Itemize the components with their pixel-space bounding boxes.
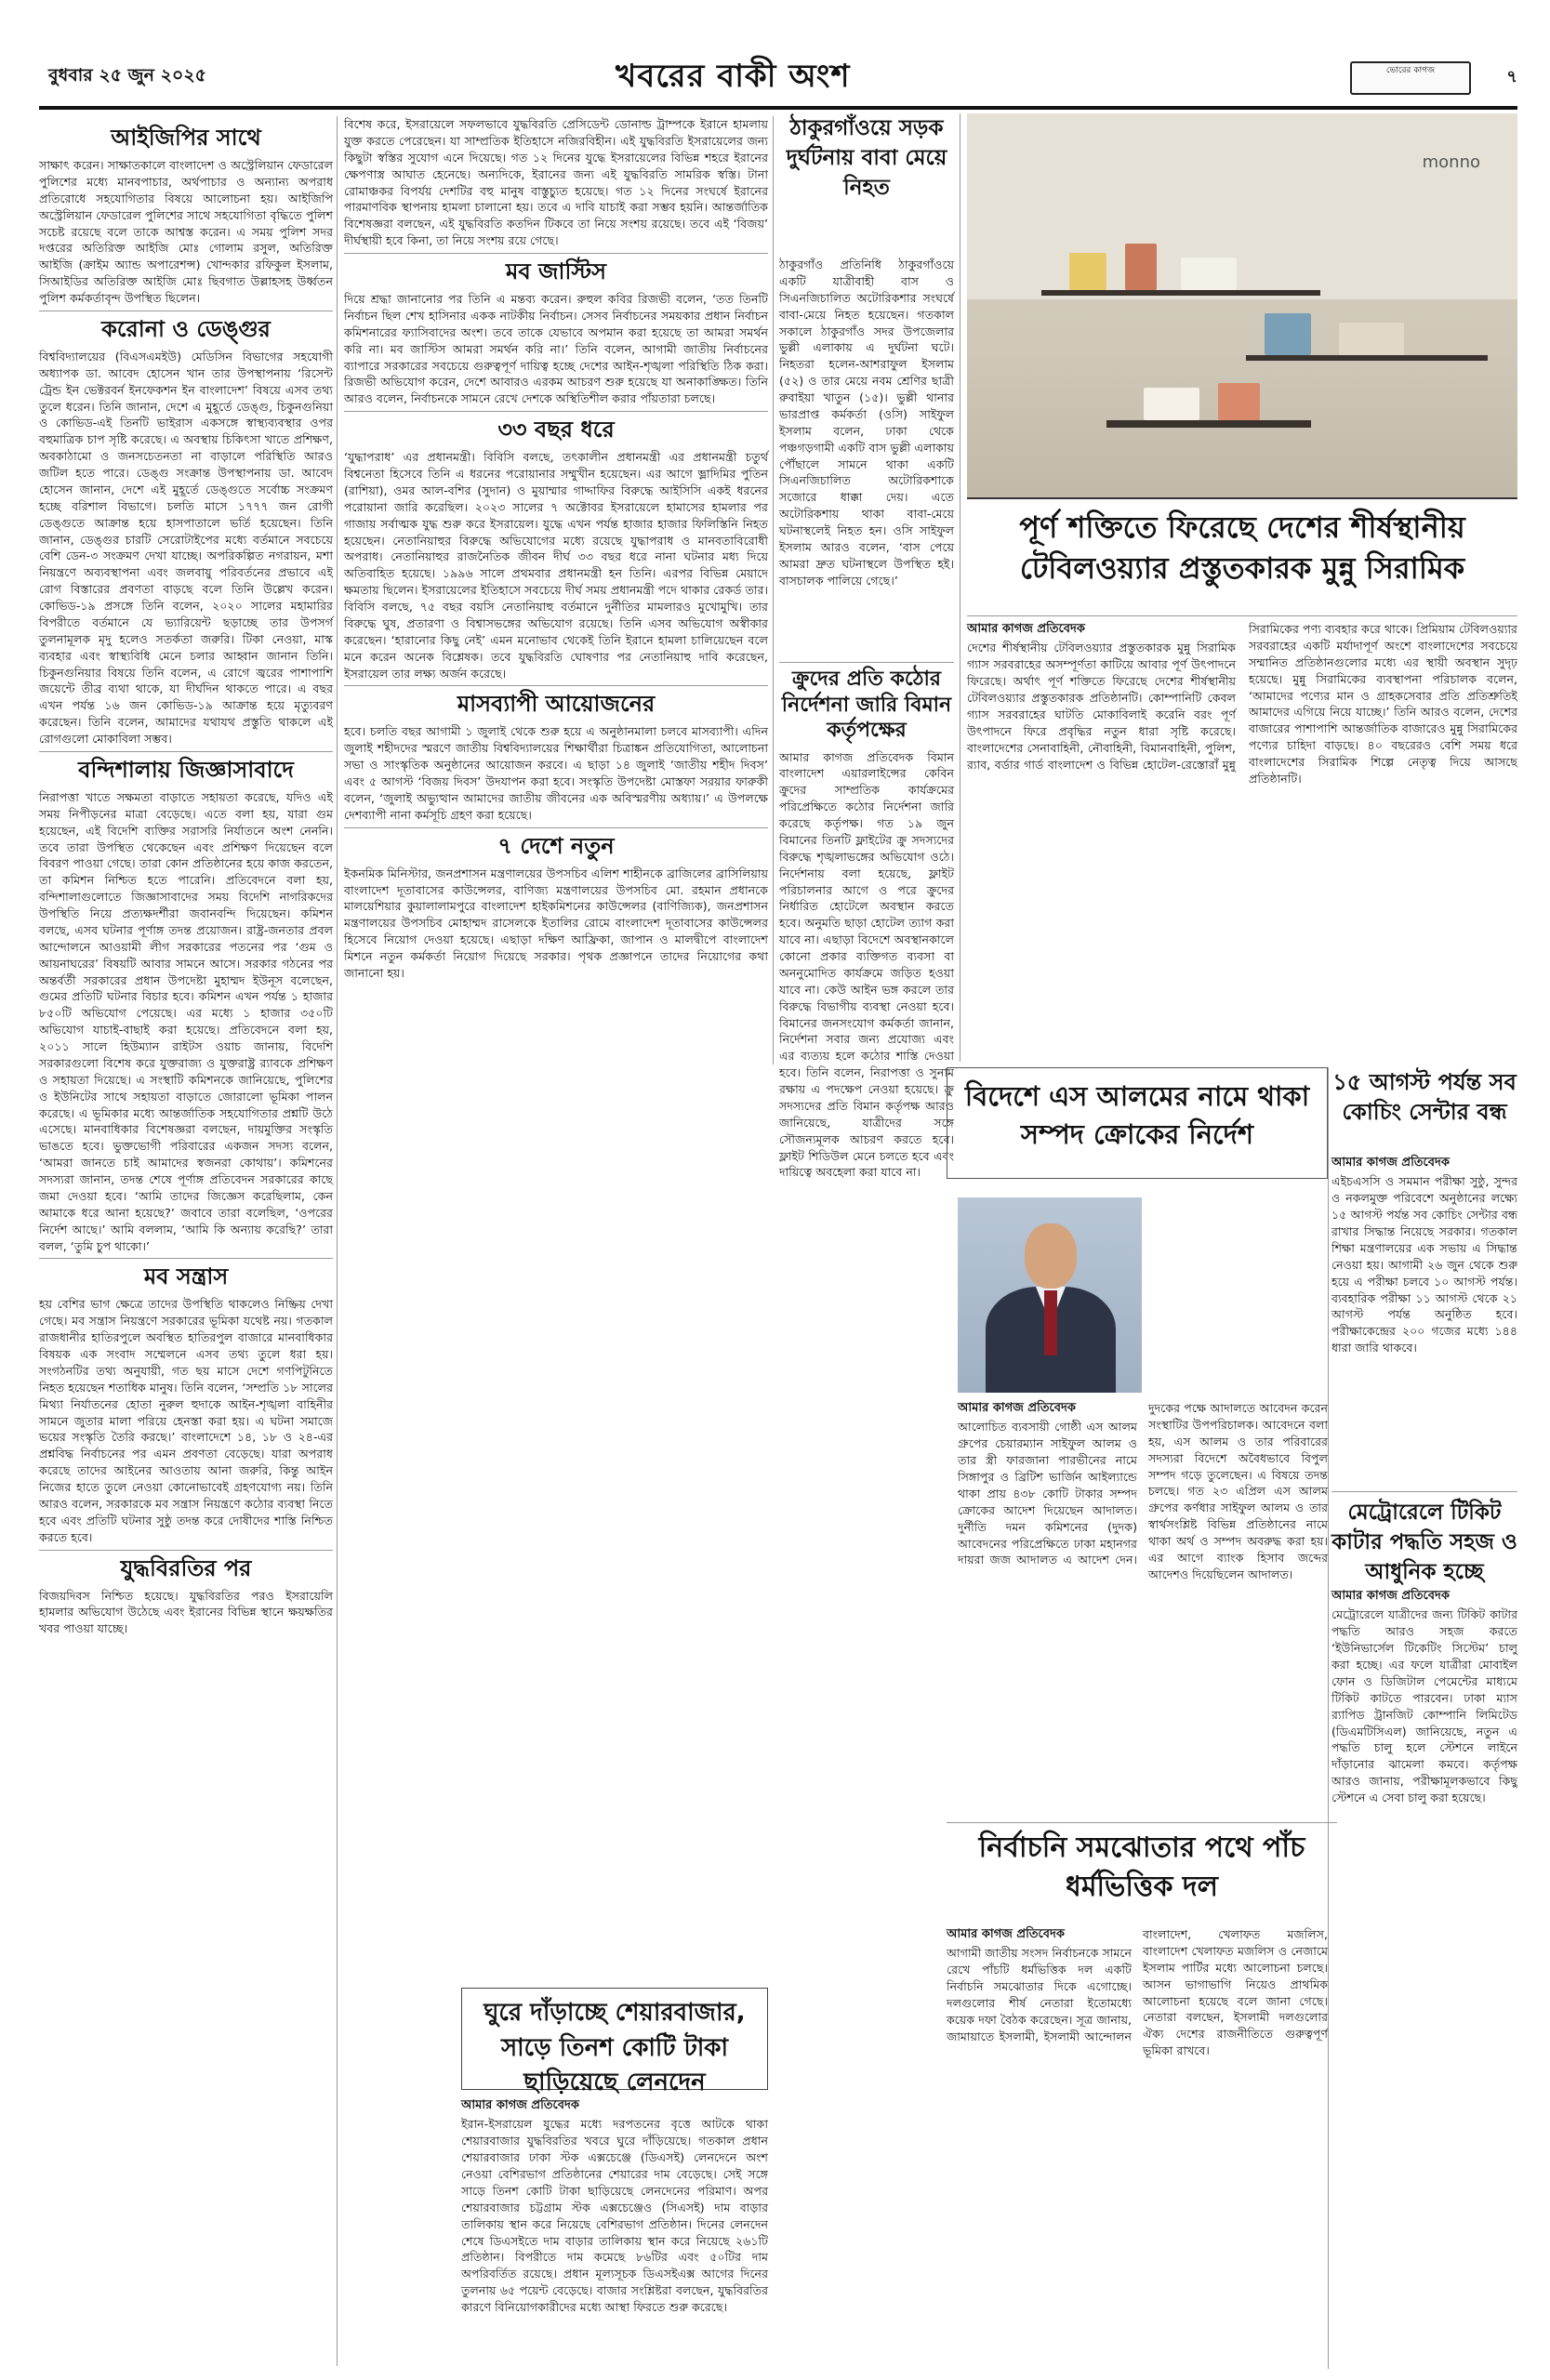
article-share-market-text: ইরান-ইসরায়েল যুদ্ধের মধ্যে দরপতনের বৃত্তে আটকে থাকা শেয়ারবাজার যুদ্ধবিরতির খবরে ঘুরে দাঁড়িয়েছে। গতকাল প্রধান শেয়ারবাজার ঢাকা স্টক এক্সচেঞ্জে (ডিএসই) লেনদেনে অংশ নেওয়া বেশিরভাগ প্রতিষ্ঠানের শেয়ারের দাম বেড়েছে। সেই সঙ্গে সাড়ে তিনশ কোটি টাকা ছাড়িয়েছে লেনদেনের পরিমাণ। অপর শেয়ারবাজার চট্টগ্রাম স্টক এক্সচেঞ্জেও (সিএসই) দাম বাড়ার তালিকায় স্থান করে নিয়েছে বেশিরভাগ প্রতিষ্ঠান। দিনের লেনদেন শেষে ডিএসইতে দাম বাড়ার তালিকায় স্থান করে নিয়েছে ২৬১টি প্রতিষ্ঠান। বিপরীতে দাম কমেছে ৮৬টির এবং ৫০টির দাম অপরিবর্তিত রয়েছে। প্রধান মূল্যসূচক ডিএসইএক্স আগের দিনের তুলনায় ৬৫ পয়েন্ট বেড়েছে। বাজার সংশ্লিষ্টরা বলছেন, যুদ্ধবিরতির কারণে বিনিয়োগকারীদের মধ্যে আস্থা ফিরতে শুরু করেছে। xyxy=(461,2117,768,2315)
headline-thakurgaon: ঠাকুরগাঁওয়ে সড়ক দুর্ঘটনায় বাবা মেয়ে নিহত xyxy=(786,116,947,201)
byline: আমার কাগজ প্রতিবেদক xyxy=(958,1401,1076,1415)
article-coaching xyxy=(1331,1155,1517,1488)
headline-munnu-ceramic: পূর্ণ শক্তিতে ফিরেছে দেশের শীর্ষস্থানীয় টেবিলওয়্যার প্রস্তুতকারক মুন্নু সিরামিক xyxy=(967,497,1517,616)
article-biman xyxy=(779,658,954,1180)
article-igp-title: আইজিপির সাথে xyxy=(111,125,261,151)
headline-s-alam: বিদেশে এস আলমের নামে থাকা সম্পদ ক্রোকের নির্দেশ xyxy=(947,1067,1328,1179)
article-mobjustice-title: মব জাস্টিস xyxy=(344,253,768,285)
photo-display-item xyxy=(1265,313,1311,355)
photo-table xyxy=(1106,420,1311,428)
photo-display-item xyxy=(1339,323,1404,355)
article-share-market xyxy=(461,2097,768,2367)
article-month-text: হবে। চলতি বছর আগামী ১ জুলাই থেকে শুরু হয়ে এ অনুষ্ঠানমালা চলবে মাসব্যাপী। এদিন জুলাই শহীদদের স্মরণে জাতীয় বিশ্ববিদ্যালয়ের শিক্ষার্থীরা চিত্রাঙ্কন প্রতিযোগিতা, আলোচনা সভা ও সাংস্কৃতিক অনুষ্ঠানের আয়োজন করবে। এ ছাড়া ১৪ জুলাই ‘জাতীয় শহীদ দিবস’ এবং ৫ আগস্ট ‘বিজয় দিবস’ উদযাপন করা হবে। সংস্কৃতি উপদেষ্টা মোস্তফা সরয়ার ফারুকী বলেন, ‘জুলাই অভ্যুত্থান আমাদের জাতীয় জীবনের এক অবিস্মরণীয় অধ্যায়।’ এ উপলক্ষে দেশব্যাপী নানা কর্মসূচি গ্রহণ করা হয়েছে। xyxy=(344,724,768,822)
article-ceasefire-text: বিজয়দিবস নিশ্চিত হয়েছে। যুদ্ধবিরতির পরও ইসরায়েলি হামলার অভিযোগ উঠেছে এবং ইরানের বিভিন্ন স্থানে ক্ষয়ক্ষতির খবর পাওয়া যাচ্ছে। xyxy=(39,1588,333,1636)
article-s-alam xyxy=(958,1400,1328,1818)
article-s-alam-text: আলোচিত ব্যবসায়ী গোষ্ঠী এস আলম গ্রুপের চেয়ারম্যান সাইফুল আলম ও তার স্ত্রী ফারজানা পারভীনের নামে সিঙ্গাপুর ও ব্রিটিশ ভার্জিন আইল্যান্ডে থাকা প্রায় ৪৩৮ কোটি টাকার সম্পদ ক্রোকের আদেশ দিয়েছেন আদালত। দুর্নীতি দমন কমিশনের (দুদক) আবেদনের পরিপ্রেক্ষিতে ঢাকা মহানগর দায়রা জজ আদালত এ আদেশ দেন। দুদকের পক্ষে আদালতে আবেদন করেন সংস্থাটির উপপরিচালক। আবেদনে বলা হয়, এস আলম ও তার পরিবারের সদস্যরা বিদেশে অবৈধভাবে বিপুল সম্পদ গড়ে তুলেছেন। এ বিষয়ে তদন্ত চলছে। গত ২৩ এপ্রিল এস আলম গ্রুপের কর্ণধার সাইফুল আলম ও তার স্বার্থসংশ্লিষ্ট বিভিন্ন প্রতিষ্ঠানের নামে থাকা অর্থ ও সম্পদ অবরুদ্ধ করা হয়। এর আগে ব্যাংক হিসাব জব্দের আদেশও দিয়েছিলেন আদালত। xyxy=(958,1401,1328,1581)
article-biman-text: আমার কাগজ প্রতিবেদক বিমান বাংলাদেশ এয়ারলাইন্সের কেবিন ক্রুদের সাম্প্রতিক কার্যক্রমের পরিপ্রেক্ষিতে কঠোর নির্দেশনা জারি করেছে কর্তৃপক্ষ। গত ১৯ জুন বিমানের তিনটি ফ্লাইটের ক্রু সদস্যদের বিরুদ্ধে শৃঙ্খলাভঙ্গের অভিযোগ ওঠে। নির্দেশনায় বলা হয়েছে, ফ্লাইট পরিচালনার আগে ও পরে ক্রুদের নির্ধারিত হোটেলে অবস্থান করতে হবে। অনুমতি ছাড়া হোটেল ত্যাগ করা যাবে না। এছাড়া বিদেশে অবস্থানকালে কোনো প্রকার ব্যক্তিগত ব্যবসা বা অননুমোদিত কার্যক্রমে জড়িত হওয়া যাবে না। কেউ আইন ভঙ্গ করলে তার বিরুদ্ধে বিভাগীয় ব্যবস্থা নেওয়া হবে। বিমানের জনসংযোগ কর্মকর্তা জানান, নির্দেশনা সবার জন্য প্রযোজ্য এবং এর ব্যত্যয় হলে কঠোর শাস্তি দেওয়া হবে। তিনি বলেন, নিরাপত্তা ও সুনাম রক্ষায় এ পদক্ষেপ নেওয়া হয়েছে। ক্রু সদস্যদের প্রতি বিমান কর্তৃপক্ষ আরও জানিয়েছে, যাত্রীদের সঙ্গে সৌজন্যমূলক আচরণ করতে হবে। ফ্লাইট শিডিউল মেনে চলতে হবে এবং দায়িত্বে অবহেলা করা যাবে না। xyxy=(779,749,954,1180)
col-b xyxy=(344,116,768,1966)
article-mob-text: হয় বেশির ভাগ ক্ষেত্রে তাদের উপস্থিতি থাকলেও নিষ্ক্রিয় দেখা গেছে। মব সন্ত্রাস নিয়ন্ত্রণে সরকারের ভূমিকা যথেষ্ট নয়। গতকাল রাজধানীর হাতিরপুলে অবস্থিত হাতিরপুল বাজারে মানবাধিকার বিষয়ক এক সংবাদ সম্মেলনে এসব তথ্য তুলে ধরা হয়। সংগঠনটির তথ্য অনুযায়ী, গত ছয় মাসে দেশে গণপিটুনিতে নিহত হয়েছেন শতাধিক মানুষ। তিনি বলেন, ‘সম্প্রতি ১৮ সালের মিথ্যা নির্যাতনের হোতা নুরুল হুদাকে আইন-শৃঙ্খলা বাহিনীর সামনে জুতার মালা পরিয়ে হেনস্তা করা হয়। এ ঘটনা সমাজে ভয়ের সংস্কৃতি তৈরি করছে।’ বাংলাদেশে ১৪, ১৮ ও ২৪-এর প্রশ্নবিদ্ধ নির্বাচনের পর এমন প্রবণতা বেড়েছে। যারা অপরাধ করেছে তাদের আইনের আওতায় আনা জরুরি, কিন্তু আইন নিজের হাতে তুলে নেওয়া কোনোভাবেই গ্রহণযোগ্য নয়। তিনি আরও বলেন, সরকারকে মব সন্ত্রাস নিয়ন্ত্রণে কঠোর ব্যবস্থা নিতে হবে এবং প্রতিটি ঘটনার সুষ্ঠু তদন্ত করে দোষীদের শাস্তি নিশ্চিত করতে হবে। xyxy=(39,1297,333,1544)
showroom-photo xyxy=(967,113,1517,546)
article-ceasefire-title: যুদ্ধবিরতির পর xyxy=(39,1550,333,1582)
article-33years-title: ৩৩ বছর ধরে xyxy=(344,411,768,443)
byline: আমার কাগজ প্রতিবেদক xyxy=(1331,1156,1450,1170)
article-7country-title: ৭ দেশে নতুন xyxy=(344,827,768,860)
byline: আমার কাগজ প্রতিবেদক xyxy=(461,2098,579,2112)
headline-election: নির্বাচনি সমঝোতার পথে পাঁচ ধর্মভিত্তিক দল xyxy=(947,1822,1337,1923)
page-header xyxy=(39,54,1517,102)
masthead-logo xyxy=(1350,61,1471,95)
photo-display-item xyxy=(1218,383,1260,420)
article-7country-text: ইকনমিক মিনিস্টার, জনপ্রশাসন মন্ত্রণালয়ের উপসচিব এলিশ শাহীনকে ব্রাজিলের ব্রাসিলিয়ায় বাংলাদেশ দূতাবাসের কাউন্সেলর, বাণিজ্য মন্ত্রণালয়ের উপসচিব মো. রহমান প্রধানকে মালয়েশিয়ার কুয়ালালামপুরে বাংলাদেশ হাইকমিশনের কাউন্সেলর (বাণিজ্যিক), জনপ্রশাসন মন্ত্রণালয়ের উপসচিব মোহাম্মদ রাসেলকে ইতালির রোমে বাংলাদেশ দূতাবাসের কাউন্সেলর হিসেবে নিয়োগ দেওয়া হয়েছে। এছাড়া দক্ষিণ আফ্রিকা, জাপান ও মালদ্বীপে বাংলাদেশ মিশনে নতুন কর্মকর্তা নিয়োগ দিয়েছে সরকার। পৃথক প্রজ্ঞাপনে তাদের নিয়োগের কথা জানানো হয়। xyxy=(344,866,768,980)
photo-display-item xyxy=(1069,253,1106,290)
article-election xyxy=(947,1926,1328,2367)
article-coaching-text: এইচএসসি ও সমমান পরীক্ষা সুষ্ঠু, সুন্দর ও নকলমুক্ত পরিবেশে অনুষ্ঠানের লক্ষ্যে ১৫ আগস্ট পর্যন্ত সব কোচিং সেন্টার বন্ধ রাখার সিদ্ধান্ত নিয়েছে সরকার। গতকাল শিক্ষা মন্ত্রণালয়ের এক সভায় এ সিদ্ধান্ত নেওয়া হয়। আগামী ২৬ জুন থেকে শুরু হয়ে এ পরীক্ষা চলবে ১০ আগস্ট পর্যন্ত। ব্যবহারিক পরীক্ষা ১১ আগস্ট থেকে ২১ আগস্ট পর্যন্ত অনুষ্ঠিত হবে। পরীক্ষাকেন্দ্রের ২০০ গজের মধ্যে ১৪৪ ধারা জারি থাকবে। xyxy=(1331,1174,1517,1355)
section-title: খবরের বাকী অংশ xyxy=(616,58,851,95)
article-munnu-text: দেশের শীর্ষস্থানীয় টেবিলওয়্যার প্রস্তুতকারক মুন্নু সিরামিক গ্যাস সরবরাহের অসম্পূর্ণতা কাটিয়ে আবার পূর্ণ উৎপাদনে ফিরেছে। অর্থাৎ পূর্ণ শক্তিতে ফিরেছে দেশের শীর্ষস্থানীয় টেবিলওয়্যার প্রস্তুতকারক প্রতিষ্ঠানটি। কোম্পানিটি কেবল গ্যাস সরবরাহের ঘাটতি মোকাবিলাই করেনি বরং পূর্ণ উৎপাদনে ফিরে প্রবৃদ্ধির নতুন ধারা সৃষ্টি করেছে। বাংলাদেশের সেনাবাহিনী, নৌবাহিনী, বিমানবাহিনী, পুলিশ, র‍্যাব, বর্ডার গার্ড বাংলাদেশ ও বিভিন্ন হোটেল-রেস্তোরাঁ মুন্নু সিরামিকের পণ্য ব্যবহার করে থাকে। প্রিমিয়াম টেবিলওয়্যার সরবরাহের একটি মর্যাদাপূর্ণ অংশে বাংলাদেশের সবচেয়ে সম্মানিত প্রতিষ্ঠানগুলোর মধ্যে এর স্থায়ী অবস্থান সুদৃঢ় হয়েছে। মুন্নু সিরামিকের ব্যবস্থাপনা পরিচালক বলেন, ‘আমাদের পণ্যের মান ও গ্রাহকসেবার প্রতি প্রতিশ্রুতিই আমাদের এগিয়ে নিয়ে যাচ্ছে।’ তিনি আরও বলেন, দেশের বাজারের পাশাপাশি আন্তর্জাতিক বাজারেও মুন্নু সিরামিকের পণ্যের চাহিদা বাড়ছে। ৪০ বছরেরও বেশি সময় ধরে বাংলাদেশের সিরামিক শিল্পে নেতৃত্ব দিয়ে আসছে প্রতিষ্ঠানটি। xyxy=(967,622,1517,786)
photo-display-item xyxy=(1144,388,1199,420)
byline: আমার কাগজ প্রতিবেদক xyxy=(1331,1589,1450,1603)
byline: আমার কাগজ প্রতিবেদক xyxy=(947,1927,1065,1941)
article-mobjustice-text: দিয়ে শ্রদ্ধা জানানোর পর তিনি এ মন্তব্য করেন। রুহুল কবির রিজভী বলেন, ‘তত তিনটি নির্বাচন ছিল শেখ হাসিনার একক নাটকীয় নির্বাচন। সেসব নির্বাচনের সময়কার প্রধান নির্বাচন কমিশনারের ফ্যাসিবাদের অংশ। তবে তাকে যেভাবে অপমান করা হয়েছে তা আমরা সমর্থন করি না। মব জাস্টিস আমরা সমর্থন করি না।’ তিনি বলেন, আগামী জাতীয় নির্বাচনের ব্যাপারে সরকারের সবচেয়ে গুরুত্বপূর্ণ দায়িত্ব হচ্ছে দেশের আইন-শৃঙ্খলা পরিস্থিতি ঠিক করা। রিজভী অভিযোগ করেন, দেশে আবারও এরকম আচরণ শুরু হয়েছে যা অনাকাঙ্ক্ষিত। তিনি আরও বলেন, নির্বাচনকে সামনে রেখে দেশকে অস্থিতিশীল করার পাঁয়তারা চলছে। xyxy=(344,292,768,406)
headline-share-market: ঘুরে দাঁড়াচ্ছে শেয়ারবাজার, সাড়ে তিনশ কোটি টাকা ছাড়িয়েছে লেনদেন xyxy=(461,1988,768,2090)
portrait-face xyxy=(1025,1223,1077,1289)
article-bondishala-text: নিরাপত্তা খাতে সক্ষমতা বাড়াতে সহায়তা করেছে, যদিও এই সময় নিপীড়নের মাত্রা বেড়েছে। এতে বলা হয়, যারা গুম হয়েছেন, এই বিদেশি ব্যক্তির সরাসরি নির্যাতনে অংশ নেননি। তবে তারা উপস্থিত থেকেছেন এবং প্রশিক্ষণ দিয়েছেন বলে বিবরণ পাওয়া গেছে। তারা কোন প্রতিষ্ঠানের হয়ে কাজ করতেন, তা কমিশন নিশ্চিত হতে পারেনি। প্রতিবেদনে বলা হয়, বন্দিশালাগুলোতে জিজ্ঞাসাবাদের সময় বিদেশি নাগরিকদের উপস্থিতি নিয়ে প্রত্যক্ষদর্শীরা জবানবন্দি দিয়েছেন। কমিশন বলছে, এসব ঘটনার পূর্ণাঙ্গ তদন্ত প্রয়োজন। রাষ্ট্র-জনতার প্রবল আন্দোলনে আওয়ামী লীগ সরকারের পতনের পর ‘গুম ও আয়নাঘরের’ বিষয়টি আবার সামনে আসে। সরকার গঠনের পর অন্তর্বর্তী সরকারের প্রধান উপদেষ্টা মুহাম্মদ ইউনূস বলেছেন, গুমের প্রতিটি ঘটনার বিচার হবে। কমিশন এখন পর্যন্ত ১ হাজার ৮৫০টি অভিযোগ পেয়েছে। এর মধ্যে ১ হাজার ৩৫০টি অভিযোগ যাচাই-বাছাই করা হয়েছে। প্রতিবেদনে বলা হয়, ২০১১ সালে হিউম্যান রাইটস ওয়াচ জানায়, বিদেশি সরকারগুলো বিশেষ করে যুক্তরাজ্য ও যুক্তরাষ্ট্র র‍্যাবকে প্রশিক্ষণ ও সহায়তা দিয়েছে। এ সংস্থাটি কমিশনকে জানিয়েছে, পুলিশের ও ইউনিটের সাথে সহায়তা বাড়াতে জোরালো ভূমিকা পালন করেছে। এ ভূমিকার মধ্যে আন্তর্জাতিক সহযোগিতার প্রশ্নটি উঠে এসেছে। মানবাধিকার বিশেষজ্ঞরা বলছেন, দায়মুক্তির সংস্কৃতি ভাঙতে হবে। ভুক্তভোগী পরিবারের একজন সদস্য বলেন, ‘আমরা জানতে চাই আমাদের স্বজনরা কোথায়’। কমিশনের সদস্যরা জানান, তদন্ত শেষে পূর্ণাঙ্গ প্রতিবেদন সরকারের কাছে জমা দেওয়া হবে। ‘আমি তাদের জিজ্ঞেস করেছিলাম, কেন আমাকে ধরে আনা হয়েছে?’ জবাবে তারা বলেছিল, ‘ওপরের নির্দেশ আছে।’ আমি বললাম, ‘আমি কি অন্যায় করেছি?’ তারা বলল, ‘তুমি চুপ থাকো।’ xyxy=(39,789,333,1253)
article-munnu xyxy=(967,621,1517,1064)
masthead-text: ভোরের কাগজ xyxy=(1385,66,1436,75)
article-igp-text: সাক্ষাৎ করেন। সাক্ষাতকালে বাংলাদেশ ও অস্ট্রেলিয়ান ফেডারেল পুলিশের মধ্যে মানবপাচার, অর্থপাচার ও অন্যান্য অপরাধ প্রতিরোধে সহযোগিতার বিষয়ে আলোচনা হয়। আইজিপি অস্ট্রেলিয়ান ফেডারেল পুলিশের সাথে সহযোগিতা বৃদ্ধিতে পুলিশ সচেষ্ট রয়েছে বলে তাকে আশ্বস্ত করেন। এ সময় পুলিশ সদর দপ্তরের অতিরিক্ত আইজি মোঃ গোলাম রসুল, অতিরিক্ত আইজি (ক্রাইম অ্যান্ড অপারেশন্স) খোন্দকার রফিকুল ইসলাম, সিআইডির অতিরিক্ত আইজি মোঃ ছিবগাত উল্লাহসহ উর্ধ্বতন পুলিশ কর্মকর্তাবৃন্দ উপস্থিত ছিলেন। xyxy=(39,158,333,305)
divider xyxy=(1328,1067,1329,2369)
article-month-title: মাসব্যাপী আয়োজনের xyxy=(344,685,768,718)
divider xyxy=(773,116,774,1064)
photo-shelf xyxy=(1041,290,1320,296)
article-election-text: আগামী জাতীয় সংসদ নির্বাচনকে সামনে রেখে পাঁচটি ধর্মভিত্তিক দল একটি নির্বাচনি সমঝোতার দিকে এগোচ্ছে। দলগুলোর শীর্ষ নেতারা ইতোমধ্যে কয়েক দফা বৈঠক করেছেন। সূত্র জানায়, জামায়াতে ইসলামী, ইসলামী আন্দোলন বাংলাদেশ, খেলাফত মজলিস, বাংলাদেশ খেলাফত মজলিস ও নেজামে ইসলাম পার্টির মধ্যে আলোচনা চলছে। আসন ভাগাভাগি নিয়েও প্রাথমিক আলোচনা হয়েছে বলে জানা গেছে। নেতারা বলছেন, ইসলামী দলগুলোর ঐক্য দেশের রাজনীতিতে গুরুত্বপূর্ণ ভূমিকা রাখবে। xyxy=(947,1927,1328,2058)
divider xyxy=(337,116,338,2366)
page-number: ৭ xyxy=(1506,67,1517,86)
article-bondishala-title: বন্দিশালায় জিজ্ঞাসাবাদে xyxy=(39,751,333,784)
article-metro-text: মেট্রোরেলে যাত্রীদের জন্য টিকিট কাটার পদ্ধতি আরও সহজ করতে ‘ইউনিভার্সেল টিকেটিং সিস্টেম’ চালু করা হচ্ছে। এর ফলে যাত্রীরা মোবাইল ফোন ও ডিজিটাল পেমেন্টের মাধ্যমে টিকিট কাটতে পারবেন। ঢাকা ম্যাস র‍্যাপিড ট্রানজিট কোম্পানি লিমিটেড (ডিএমটিসিএল) জানিয়েছে, নতুন এ পদ্ধতি চালু হলে স্টেশনে লাইনে দাঁড়ানোর ঝামেলা কমবে। কর্তৃপক্ষ আরও জানায়, পরীক্ষামূলকভাবে কিছু স্টেশনে এ সেবা চালু করা হয়েছে। xyxy=(1331,1607,1517,1805)
article-thakurgaon-text: ঠাকুরগাঁও প্রতিনিধি ঠাকুরগাঁওয়ে একটি যাত্রীবাহী বাস ও সিএনজিচালিত অটোরিকশার সংঘর্ষে বাবা-মেয়ে নিহত হয়েছেন। গতকাল সকালে ঠাকুরগাঁও সদর উপজেলার ভুল্লী এলাকায় এ দুর্ঘটনা ঘটে। নিহতরা হলেন-আশরাফুল ইসলাম (৫২) ও তার মেয়ে নবম শ্রেণির ছাত্রী রুবাইয়া খাতুন (১৫)। ভুল্লী থানার ভারপ্রাপ্ত কর্মকর্তা (ওসি) সাইফুল ইসলাম বলেন, ঢাকা থেকে পঞ্চগড়গামী একটি বাস ভুল্লী এলাকায় পৌঁছালে সামনে থাকা একটি সিএনজিচালিত অটোরিকশাকে সজোরে ধাক্কা দেয়। এতে অটোরিকশায় থাকা বাবা-মেয়ে ঘটনাস্থলেই নিহত হন। ওসি সাইফুল ইসলাম আরও বলেন, ‘বাস পেয়ে আমরা দ্রুত ঘটনাস্থলে উপস্থিত হই। বাসচালক পালিয়ে গেছে।’ xyxy=(779,258,954,588)
article-thakurgaon xyxy=(779,257,954,656)
byline: আমার কাগজ প্রতিবেদক xyxy=(967,622,1085,636)
headline-coaching: ১৫ আগস্ট পর্যন্ত সব কোচিং সেন্টার বন্ধ xyxy=(1332,1069,1517,1126)
article-iran-cont-text: বিশেষ করে, ইসরায়েলে সফলভাবে যুদ্ধবিরতি প্রেসিডেন্ট ডোনাল্ড ট্রাম্পকে ইরানে হামলায় যুক্ত করতে পেরেছেন। যা সাম্প্রতিক ইতিহাসে নজিরবিহীন। এই যুদ্ধবিরতি ইসরায়েলের জন্য কিছুটা স্বস্তির সুযোগ এনে দিয়েছে। গত ১২ দিনের যুদ্ধে ইসরায়েলের বিভিন্ন শহরে ইরানের ক্ষেপণাস্ত্র আঘাত হেনেছে। অন্যদিকে, ইরানের জন্য এই যুদ্ধবিরতি সামরিক স্বস্তি। টানা রোমাঞ্চকর বিপর্যয় দেশটির বহু মানুষ বাস্তুচ্যুত হয়েছে। গত ১২ দিনের সংঘর্ষে ইরানের পারমাণবিক স্থাপনায় হামলা চালানো হয়। তবে এ দাবি যাচাই করা সম্ভব হয়নি। আন্তর্জাতিক বিশেষজ্ঞরা বলছেন, এই যুদ্ধবিরতি কতদিন টিকবে তা নিয়ে সংশয় রয়েছে। তবে এই ‘বিজয়’ দীর্ঘস্থায়ী হবে কিনা, তা নিয়ে সংশয় রয়ে গেছে। xyxy=(344,117,768,248)
issue-date: বুধবার ২৫ জুন ২০২৫ xyxy=(48,65,207,86)
article-biman-title: ক্রুদের প্রতি কঠোর নির্দেশনা জারি বিমান কর্তৃপক্ষের xyxy=(779,662,954,744)
portrait-tie xyxy=(1044,1290,1057,1355)
headline-metro: মেট্রোরেলে টিকিট কাটার পদ্ধতি সহজ ও আধুনিক হচ্ছে xyxy=(1331,1491,1517,1584)
portrait-photo xyxy=(958,1197,1142,1393)
article-metro xyxy=(1331,1588,1517,2367)
photo-shelf xyxy=(1246,355,1488,361)
photo-wall xyxy=(967,113,1517,299)
article-33years-text: ‘যুদ্ধাপরাধ’ এর প্রধানমন্ত্রী। বিবিসি বলছে, তৎকালীন প্রধানমন্ত্রী এর প্রধানমন্ত্রী চতুর্থ বিশ্বনেতা হিসেবে তিনি এ ধরনের পরোয়ানার সম্মুখীন হয়েছেন। এর আগে ভ্লাদিমির পুতিন (রাশিয়া), ওমর আল-বশির (সুদান) ও মুয়াম্মার গাদ্দাফির বিরুদ্ধে আইসিসি একই ধরনের পরোয়ানা জারি করেছিল। ২০২৩ সালের ৭ অক্টোবর ইসরায়েলে হামাসের হামলার পর গাজায় সর্বাত্মক যুদ্ধ শুরু করে ইসরায়েল। যুদ্ধে এখন পর্যন্ত হাজার হাজার ফিলিস্তিনি নিহত হয়েছেন। নেতানিয়াহুর বিরুদ্ধে অভিযোগের মধ্যে রয়েছে যুদ্ধাপরাধ ও মানবতাবিরোধী অপরাধ। নেতানিয়াহুর রাজনৈতিক জীবন দীর্ঘ ৩৩ বছর ধরে নানা ঘটনার মধ্য দিয়ে অতিবাহিত হয়েছে। ১৯৯৬ সালে প্রথমবার প্রধানমন্ত্রী হন তিনি। এরপর বিভিন্ন মেয়াদে ক্ষমতায় ছিলেন। ইসরায়েলের ইতিহাসে সবচেয়ে দীর্ঘ সময় প্রধানমন্ত্রী পদে থাকার রেকর্ড তার। বিবিসি বলছে, ৭৫ বছর বয়সি নেতানিয়াহু বর্তমানে দুর্নীতির মামলারও মুখোমুখি। তার বিরুদ্ধে ঘুষ, প্রতারণা ও বিশ্বাসভঙ্গের অভিযোগ রয়েছে। তিনি এসব অভিযোগ অস্বীকার করেছেন। ‘হারানোর কিছু নেই’ এমন মনোভাব থেকেই তিনি ইরানে হামলা চালিয়েছেন বলে মনে করেন অনেক বিশ্লেষক। তবে যুদ্ধবিরতি ঘোষণার পর নেতানিয়াহু দাবি করেছেন, ইসরায়েল তার লক্ষ্য অর্জন করেছে। xyxy=(344,450,768,681)
header-rule xyxy=(39,106,1517,110)
article-mob-title: মব সন্ত্রাস xyxy=(39,1258,333,1290)
photo-display-item xyxy=(1125,244,1157,290)
article-corona-text: বিশ্ববিদ্যালয়ের (বিএসএমইউ) মেডিসিন বিভাগের সহযোগী অধ্যাপক ডা. আবেদ হোসেন খান তার উপস্থাপনায় ‘রিসেন্ট ট্রেন্ড ইন ভেক্টরবর্ন ইনফেকশন ইন বাংলাদেশ’ বিষয়ে এসব তথ্য তুলে ধরেন। তিনি জানান, দেশে এ মুহূর্তে ডেঙ্গু, চিকুনগুনিয়া ও কোভিড-এই তিনটি ভাইরাস একসঙ্গে স্বাস্থ্যব্যবস্থার ওপর বহুমাত্রিক চাপ সৃষ্টি করেছে। এ অবস্থায় চিকিৎসা খাতে প্রশিক্ষণ, অবকাঠামো ও জনসচেতনতা না বাড়ালে পরিস্থিতি আরও জটিল হতে পারে। ডেঙ্গু সংক্রান্ত উপস্থাপনায় ডা. আবেদ হোসেন জানান, দেশে এই মুহূর্তে ডেঙ্গুতে সর্বোচ্চ সংক্রমণ হচ্ছে বরিশাল বিভাগে। চলতি মাসে ১৭৭৭ জন রোগী ডেঙ্গুতে আক্রান্ত হয়ে হাসপাতালে ভর্তি হয়েছেন। তিনি জানান, ডেঙ্গুর চারটি সেরোটাইপের মধ্যে বর্তমানে সবচেয়ে বেশি ডেন-৩ সংক্রমণ দেখা যাচ্ছে। অপরিকল্পিত নগরায়ন, মশা নিয়ন্ত্রণে অব্যবস্থাপনা এবং জলবায়ু পরিবর্তনের প্রভাবে এই রোগ বিস্তারের প্রবণতা বাড়ছে বলে তিনি উল্লেখ করেন। কোভিড-১৯ প্রসঙ্গে তিনি বলেন, ২০২০ সালের মহামারির বিপরীতে বর্তমানে যে ভ্যারিয়েন্ট ছড়াচ্ছে তার উপসর্গ তুলনামূলক মৃদু হলেও সতর্কতা জরুরি। টিকা নেওয়া, মাস্ক ব্যবহার এবং স্বাস্থ্যবিধি মেনে চলার আহ্বান জানান তিনি। চিকুনগুনিয়ার বিষয়ে তিনি বলেন, এ রোগে জ্বরের পাশাপাশি জয়েন্টে তীব্র ব্যথা থাকে, যা দীর্ঘদিন থাকতে পারে। এ বছর এখন পর্যন্ত ১৬ জন কোভিড-১৯ আক্রান্ত হয়ে মৃত্যুবরণ করেছেন। তিনি বলেন, আমাদের যথাযথ প্রস্তুতি থাকলে এই রোগগুলো মোকাবিলা সম্ভব। xyxy=(39,349,333,746)
photo-brand-sign: monno xyxy=(1422,152,1480,172)
col-a xyxy=(39,116,333,2366)
photo-display-item xyxy=(1181,258,1237,290)
article-corona-title: করোনা ও ডেঙ্গুর xyxy=(39,311,333,343)
